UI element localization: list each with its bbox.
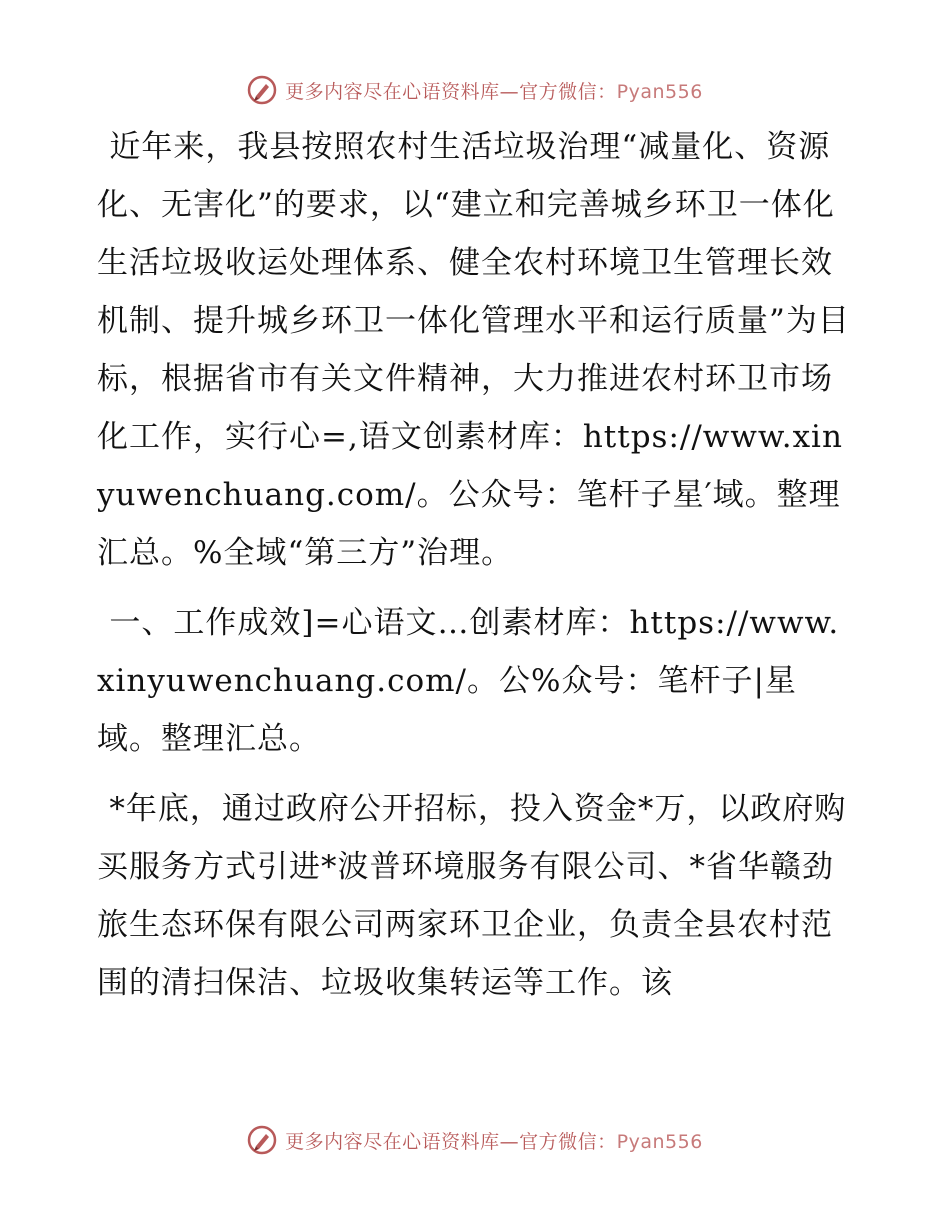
pen-logo-icon <box>247 1125 277 1155</box>
footer-watermark-banner <box>0 1120 950 1160</box>
document-body <box>97 118 857 1024</box>
header-banner-label: 更多内容尽在心语资料库—官方微信： <box>285 80 617 103</box>
header-banner-text <box>285 77 703 104</box>
section-heading-work-results: 一、工作成效]=心语文…创素材库：https://www.xinyuwenchuang.com/。公%众号：笔杆子|星域。整理汇总。 <box>97 605 840 757</box>
footer-banner-text <box>285 1127 703 1154</box>
footer-banner-label: 更多内容尽在心语资料库—官方微信： <box>285 1130 617 1153</box>
pen-logo-icon <box>247 75 277 105</box>
header-wechat-id: Pyan556 <box>616 80 703 103</box>
paragraph-procurement: *年底，通过政府公开招标，投入资金*万，以政府购买服务方式引进*波普环境服务有限公司、*省华赣劲旅生态环保有限公司两家环卫企业，负责全县农村范围的清扫保洁、垃圾收集转运等工作。该 <box>97 791 847 1001</box>
header-watermark-banner <box>0 70 950 110</box>
paragraph-intro: 近年来，我县按照农村生活垃圾治理“减量化、资源化、无害化”的要求，以“建立和完善城乡环卫一体化生活垃圾收运处理体系、健全农村环境卫生管理长效机制、提升城乡环卫一体化管理水平和运行质量”为目标，根据省市有关文件精神，大力推进农村环卫市场化工作，实行心=,语文创素材库：https://www.xinyuwenchuang.com/。公众号：笔杆子星′域。整理汇总。%全域“第三方”治理。 <box>97 129 850 571</box>
footer-wechat-id: Pyan556 <box>616 1130 703 1153</box>
